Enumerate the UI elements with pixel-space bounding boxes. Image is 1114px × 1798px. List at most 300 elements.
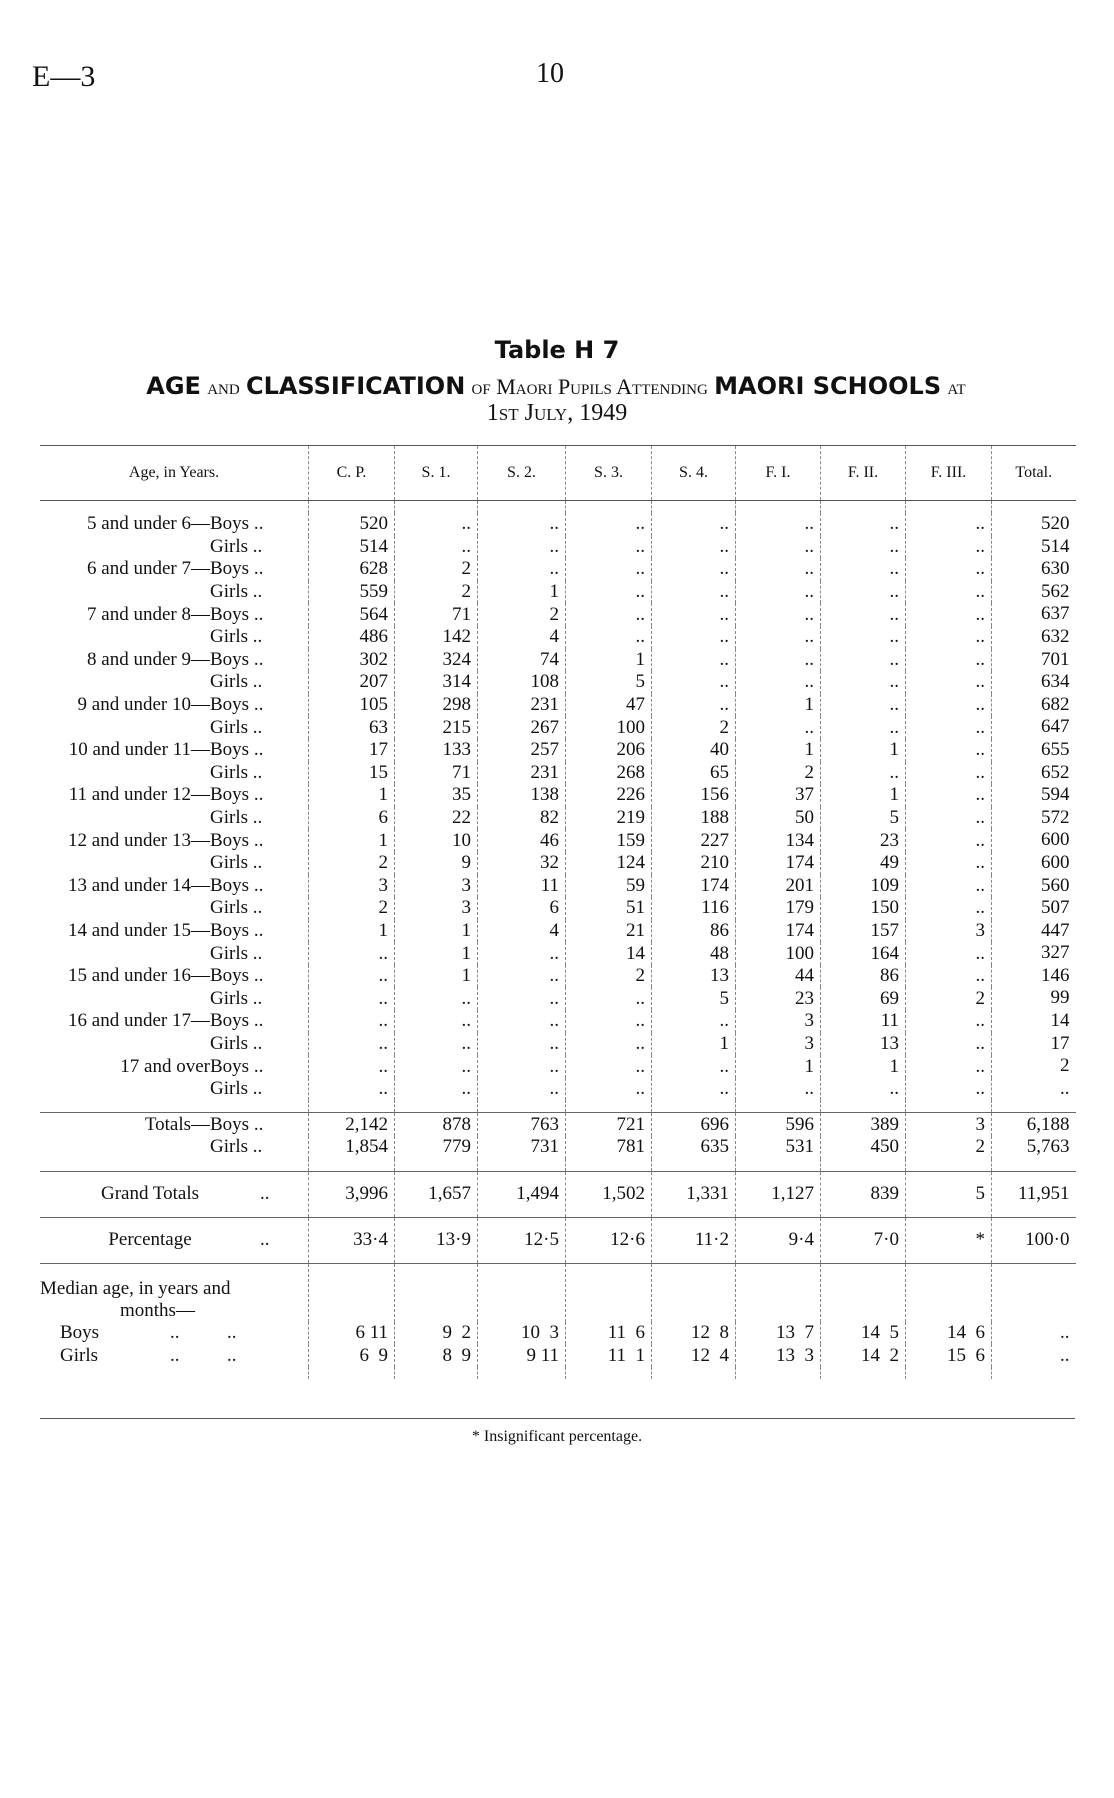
sex-label: Girls .. xyxy=(210,626,263,648)
sex-label: Girls .. xyxy=(210,897,263,919)
table-row xyxy=(40,626,1076,649)
value-cell: .. xyxy=(906,807,992,830)
value-cell: .. xyxy=(906,1078,992,1101)
value-cell: 157 xyxy=(821,920,906,943)
table-row xyxy=(40,513,1076,536)
spacer-cell xyxy=(40,501,309,514)
table-row xyxy=(40,784,1076,807)
spacer-cell xyxy=(821,501,906,514)
sex-label: Boys .. xyxy=(210,513,264,535)
row-label xyxy=(40,536,309,559)
value-cell: .. xyxy=(821,626,906,649)
title-part: AGE xyxy=(146,372,201,400)
value-cell: .. xyxy=(736,649,821,672)
value-cell: 156 xyxy=(652,784,736,807)
row-label xyxy=(40,513,309,536)
sex-label: Boys .. xyxy=(210,558,264,580)
age-group: 12 and under 13— xyxy=(68,829,210,851)
value-cell: 44 xyxy=(736,965,821,988)
title-part: MAORI SCHOOLS xyxy=(714,372,942,400)
value-cell: 231 xyxy=(478,762,566,785)
value-cell: 486 xyxy=(309,626,395,649)
value-cell: .. xyxy=(478,513,566,536)
value-cell: .. xyxy=(736,1078,821,1101)
value-cell: .. xyxy=(566,536,652,559)
totals-row xyxy=(40,1113,1076,1136)
value-cell: .. xyxy=(736,558,821,581)
value-cell: 2,142 xyxy=(309,1113,395,1136)
value-cell: .. xyxy=(736,603,821,626)
value-cell: 47 xyxy=(566,694,652,717)
sex-label: Girls .. xyxy=(210,1032,263,1054)
spacer-cell xyxy=(652,501,736,514)
sex-label: Girls .. xyxy=(210,671,263,693)
value-cell: 9 2 xyxy=(395,1322,478,1345)
value-cell: 13·9 xyxy=(395,1217,478,1263)
title-part: at xyxy=(947,374,966,399)
value-cell: 2 xyxy=(395,581,478,604)
value-cell: .. xyxy=(478,1055,566,1078)
value-cell: .. xyxy=(992,1344,1076,1367)
leader-dots: .. .. xyxy=(170,1321,237,1343)
table-row xyxy=(40,649,1076,672)
column-header: S. 1. xyxy=(395,446,478,501)
total-cell: 572 xyxy=(992,807,1076,830)
value-cell: 6,188 xyxy=(992,1113,1076,1136)
value-cell: .. xyxy=(309,987,395,1010)
value-cell: .. xyxy=(652,649,736,672)
value-cell: .. xyxy=(906,965,992,988)
value-cell: 10 xyxy=(395,829,478,852)
value-cell: 100 xyxy=(736,942,821,965)
value-cell: 2 xyxy=(652,716,736,739)
value-cell: 59 xyxy=(566,875,652,898)
value-cell: 215 xyxy=(395,716,478,739)
value-cell: 257 xyxy=(478,739,566,762)
value-cell: 13 xyxy=(821,1033,906,1056)
spacer-row xyxy=(40,1159,1076,1172)
table-row xyxy=(40,558,1076,581)
total-cell: 560 xyxy=(992,875,1076,898)
value-cell: .. xyxy=(478,965,566,988)
spacer-cell xyxy=(992,501,1076,514)
spacer-cell xyxy=(906,1100,992,1113)
value-cell: 3 xyxy=(736,1010,821,1033)
value-cell: .. xyxy=(906,875,992,898)
total-cell: 682 xyxy=(992,694,1076,717)
value-cell: 227 xyxy=(652,829,736,852)
spacer-cell xyxy=(652,1100,736,1113)
value-cell: 49 xyxy=(821,852,906,875)
value-cell: 1,502 xyxy=(566,1171,652,1217)
value-cell: 11 1 xyxy=(566,1344,652,1367)
percentage-row xyxy=(40,1217,1076,1263)
row-label xyxy=(40,558,309,581)
value-cell: 4 xyxy=(478,920,566,943)
value-cell: 6 11 xyxy=(309,1322,395,1345)
value-cell: .. xyxy=(906,942,992,965)
value-cell: 450 xyxy=(821,1136,906,1159)
value-cell: 10 3 xyxy=(478,1322,566,1345)
sex-label: Boys .. xyxy=(210,829,264,851)
table-row xyxy=(40,1055,1076,1078)
sex-label: Girls .. xyxy=(210,535,263,557)
value-cell: 1,127 xyxy=(736,1171,821,1217)
value-cell: .. xyxy=(566,581,652,604)
age-group: 17 and over xyxy=(120,1055,210,1077)
table-row xyxy=(40,1010,1076,1033)
value-cell: 32 xyxy=(478,852,566,875)
value-cell: 40 xyxy=(652,739,736,762)
value-cell: .. xyxy=(821,716,906,739)
value-cell: 5 xyxy=(906,1171,992,1217)
value-cell: 100 xyxy=(566,716,652,739)
row-label xyxy=(40,762,309,785)
value-cell: 63 xyxy=(309,716,395,739)
value-cell: 1 xyxy=(309,920,395,943)
row-label xyxy=(40,626,309,649)
spacer-cell xyxy=(395,1100,478,1113)
sex-label: Girls .. xyxy=(210,942,263,964)
spacer-cell xyxy=(309,1367,395,1379)
value-cell: .. xyxy=(821,603,906,626)
row-label xyxy=(40,649,309,672)
value-cell: .. xyxy=(906,739,992,762)
value-cell: .. xyxy=(478,987,566,1010)
spacer-cell xyxy=(736,1159,821,1172)
value-cell: 2 xyxy=(906,1136,992,1159)
sex-label: Boys .. xyxy=(210,919,264,941)
value-cell: .. xyxy=(821,762,906,785)
value-cell: .. xyxy=(566,987,652,1010)
leader-dots: .. xyxy=(260,1183,270,1205)
value-cell: 226 xyxy=(566,784,652,807)
value-cell: .. xyxy=(309,1055,395,1078)
value-cell: 21 xyxy=(566,920,652,943)
column-header: Total. xyxy=(992,446,1076,501)
spacer-cell xyxy=(992,1100,1076,1113)
value-cell: 50 xyxy=(736,807,821,830)
value-cell: 1 xyxy=(736,694,821,717)
value-cell: 5 xyxy=(652,987,736,1010)
row-label xyxy=(40,581,309,604)
column-header: S. 4. xyxy=(652,446,736,501)
row-label xyxy=(40,739,309,762)
total-cell: 562 xyxy=(992,581,1076,604)
value-cell: 86 xyxy=(652,920,736,943)
totals-row xyxy=(40,1136,1076,1159)
value-cell: .. xyxy=(906,1033,992,1056)
row-label xyxy=(40,694,309,717)
row-label xyxy=(40,1010,309,1033)
value-cell: 231 xyxy=(478,694,566,717)
table-row xyxy=(40,1033,1076,1056)
value-cell: .. xyxy=(395,1055,478,1078)
value-cell: 150 xyxy=(821,897,906,920)
total-cell: 600 xyxy=(992,829,1076,852)
value-cell: 389 xyxy=(821,1113,906,1136)
sex-label: Girls xyxy=(60,1344,98,1366)
value-cell: 2 xyxy=(906,987,992,1010)
value-cell xyxy=(566,1263,652,1322)
value-cell: 763 xyxy=(478,1113,566,1136)
table-row xyxy=(40,942,1076,965)
value-cell: 596 xyxy=(736,1113,821,1136)
value-cell: 268 xyxy=(566,762,652,785)
value-cell: .. xyxy=(652,1010,736,1033)
table-row xyxy=(40,829,1076,852)
row-label xyxy=(40,1344,309,1367)
row-label xyxy=(40,1113,309,1136)
value-cell xyxy=(478,1263,566,1322)
value-cell: .. xyxy=(992,1322,1076,1345)
sex-label: Boys .. xyxy=(210,874,264,896)
value-cell: 23 xyxy=(821,829,906,852)
age-group: 8 and under 9— xyxy=(87,648,210,670)
value-cell: 302 xyxy=(309,649,395,672)
title-part: and xyxy=(207,374,240,399)
sex-label: Boys .. xyxy=(210,784,264,806)
total-cell: 17 xyxy=(992,1033,1076,1056)
value-cell: .. xyxy=(736,581,821,604)
spacer-cell xyxy=(309,1159,395,1172)
value-cell: 3,996 xyxy=(309,1171,395,1217)
value-cell: .. xyxy=(906,716,992,739)
sex-label: Boys .. xyxy=(210,694,264,716)
spacer-cell xyxy=(395,1367,478,1379)
value-cell: .. xyxy=(821,536,906,559)
value-cell: 5 xyxy=(821,807,906,830)
total-cell: 146 xyxy=(992,965,1076,988)
age-group: 11 and under 12— xyxy=(68,784,210,806)
value-cell: 6 xyxy=(309,807,395,830)
value-cell: 11 xyxy=(821,1010,906,1033)
value-cell: 531 xyxy=(736,1136,821,1159)
value-cell: .. xyxy=(309,1078,395,1101)
spacer-cell xyxy=(395,501,478,514)
value-cell: .. xyxy=(566,1033,652,1056)
column-header: F. I. xyxy=(736,446,821,501)
value-cell: .. xyxy=(906,1055,992,1078)
spacer-cell xyxy=(566,501,652,514)
age-group: Totals— xyxy=(144,1113,210,1135)
value-cell: .. xyxy=(821,694,906,717)
grand-totals-row xyxy=(40,1171,1076,1217)
row-label xyxy=(40,965,309,988)
value-cell: 878 xyxy=(395,1113,478,1136)
spacer-cell xyxy=(566,1159,652,1172)
value-cell: 731 xyxy=(478,1136,566,1159)
row-label xyxy=(40,603,309,626)
table-row xyxy=(40,987,1076,1010)
table-row xyxy=(40,897,1076,920)
table-row xyxy=(40,603,1076,626)
value-cell: 9·4 xyxy=(736,1217,821,1263)
value-cell: .. xyxy=(309,1010,395,1033)
value-cell: 779 xyxy=(395,1136,478,1159)
value-cell: 71 xyxy=(395,762,478,785)
value-cell xyxy=(309,1263,395,1322)
spacer-cell xyxy=(736,1100,821,1113)
spacer-cell xyxy=(40,1367,309,1379)
value-cell: 1 xyxy=(395,920,478,943)
value-cell: 210 xyxy=(652,852,736,875)
column-header: S. 2. xyxy=(478,446,566,501)
table-row xyxy=(40,807,1076,830)
value-cell: 2 xyxy=(309,897,395,920)
table-row xyxy=(40,671,1076,694)
row-label xyxy=(40,671,309,694)
total-cell: 594 xyxy=(992,784,1076,807)
value-cell: 1 xyxy=(736,1055,821,1078)
value-cell: 206 xyxy=(566,739,652,762)
row-label xyxy=(40,829,309,852)
row-label xyxy=(40,1078,309,1101)
report-code: E—3 xyxy=(32,60,96,93)
value-cell: * xyxy=(906,1217,992,1263)
value-cell: .. xyxy=(906,649,992,672)
spacer-row xyxy=(40,501,1076,514)
value-cell: 4 xyxy=(478,626,566,649)
value-cell: 314 xyxy=(395,671,478,694)
value-cell: 124 xyxy=(566,852,652,875)
sex-label: Girls .. xyxy=(210,581,263,603)
value-cell: .. xyxy=(906,829,992,852)
value-cell: 2 xyxy=(395,558,478,581)
value-cell: .. xyxy=(395,1033,478,1056)
value-cell xyxy=(652,1263,736,1322)
total-cell: 652 xyxy=(992,762,1076,785)
page-number: 10 xyxy=(536,58,564,89)
value-cell: 142 xyxy=(395,626,478,649)
value-cell: 628 xyxy=(309,558,395,581)
table-row xyxy=(40,852,1076,875)
value-cell: .. xyxy=(906,603,992,626)
table-number: Table H 7 xyxy=(494,336,620,364)
sex-label: Girls .. xyxy=(210,761,263,783)
total-cell: .. xyxy=(992,1078,1076,1101)
spacer-cell xyxy=(906,501,992,514)
sex-label: Girls .. xyxy=(210,716,263,738)
value-cell: 109 xyxy=(821,875,906,898)
value-cell: 2 xyxy=(478,603,566,626)
sex-label: Boys .. xyxy=(210,603,264,625)
age-group: 13 and under 14— xyxy=(68,874,210,896)
row-label xyxy=(40,807,309,830)
value-cell: 174 xyxy=(652,875,736,898)
value-cell: 12·6 xyxy=(566,1217,652,1263)
value-cell: 3 xyxy=(395,897,478,920)
total-cell: 600 xyxy=(992,852,1076,875)
value-cell: .. xyxy=(652,536,736,559)
value-cell: 12 4 xyxy=(652,1344,736,1367)
value-cell: 86 xyxy=(821,965,906,988)
spacer-cell xyxy=(652,1367,736,1379)
value-cell: 74 xyxy=(478,649,566,672)
spacer-cell xyxy=(566,1367,652,1379)
value-cell: 6 xyxy=(478,897,566,920)
row-label xyxy=(40,1217,309,1263)
total-cell: 647 xyxy=(992,716,1076,739)
value-cell: 8 9 xyxy=(395,1344,478,1367)
value-cell: 188 xyxy=(652,807,736,830)
spacer-cell xyxy=(652,1159,736,1172)
value-cell: 298 xyxy=(395,694,478,717)
spacer-cell xyxy=(906,1159,992,1172)
value-cell: .. xyxy=(736,671,821,694)
value-cell: 1 xyxy=(652,1033,736,1056)
value-cell: 11,951 xyxy=(992,1171,1076,1217)
row-label xyxy=(40,1033,309,1056)
sex-label: Boys .. xyxy=(210,739,264,761)
value-cell: 116 xyxy=(652,897,736,920)
table-row xyxy=(40,716,1076,739)
value-cell: .. xyxy=(478,1078,566,1101)
value-cell: .. xyxy=(652,1055,736,1078)
value-cell: 1 xyxy=(821,739,906,762)
table-row xyxy=(40,1078,1076,1101)
value-cell: 839 xyxy=(821,1171,906,1217)
value-cell: .. xyxy=(566,1055,652,1078)
table-title xyxy=(36,372,1076,401)
sex-label: Boys xyxy=(60,1321,100,1343)
value-cell: 207 xyxy=(309,671,395,694)
value-cell: .. xyxy=(309,942,395,965)
value-cell: 14 xyxy=(566,942,652,965)
value-cell: .. xyxy=(395,1078,478,1101)
table-row xyxy=(40,581,1076,604)
value-cell: .. xyxy=(906,852,992,875)
spacer-cell xyxy=(478,1159,566,1172)
value-cell: 159 xyxy=(566,829,652,852)
table-row xyxy=(40,762,1076,785)
value-cell: 696 xyxy=(652,1113,736,1136)
table-row xyxy=(40,536,1076,559)
value-cell: .. xyxy=(736,513,821,536)
value-cell: 2 xyxy=(309,852,395,875)
total-cell: 632 xyxy=(992,626,1076,649)
column-header: S. 3. xyxy=(566,446,652,501)
value-cell: .. xyxy=(821,581,906,604)
value-cell: 7·0 xyxy=(821,1217,906,1263)
value-cell: 1 xyxy=(821,1055,906,1078)
value-cell: 69 xyxy=(821,987,906,1010)
value-cell: .. xyxy=(736,626,821,649)
value-cell: 17 xyxy=(309,739,395,762)
value-cell: .. xyxy=(652,513,736,536)
value-cell: 108 xyxy=(478,671,566,694)
value-cell: 564 xyxy=(309,603,395,626)
value-cell: 12 8 xyxy=(652,1322,736,1345)
value-cell: .. xyxy=(566,603,652,626)
value-cell: 3 xyxy=(736,1033,821,1056)
total-cell: 701 xyxy=(992,649,1076,672)
age-group: 5 and under 6— xyxy=(87,513,210,535)
total-cell: 2 xyxy=(992,1055,1076,1078)
value-cell xyxy=(906,1263,992,1322)
classification-table xyxy=(40,445,1076,1379)
value-cell xyxy=(736,1263,821,1322)
value-cell: 520 xyxy=(309,513,395,536)
spacer-cell xyxy=(906,1367,992,1379)
value-cell: 51 xyxy=(566,897,652,920)
spacer-cell xyxy=(478,1367,566,1379)
value-cell: 15 6 xyxy=(906,1344,992,1367)
spacer-cell xyxy=(992,1367,1076,1379)
row-label xyxy=(40,852,309,875)
value-cell: .. xyxy=(652,671,736,694)
value-cell: 33·4 xyxy=(309,1217,395,1263)
